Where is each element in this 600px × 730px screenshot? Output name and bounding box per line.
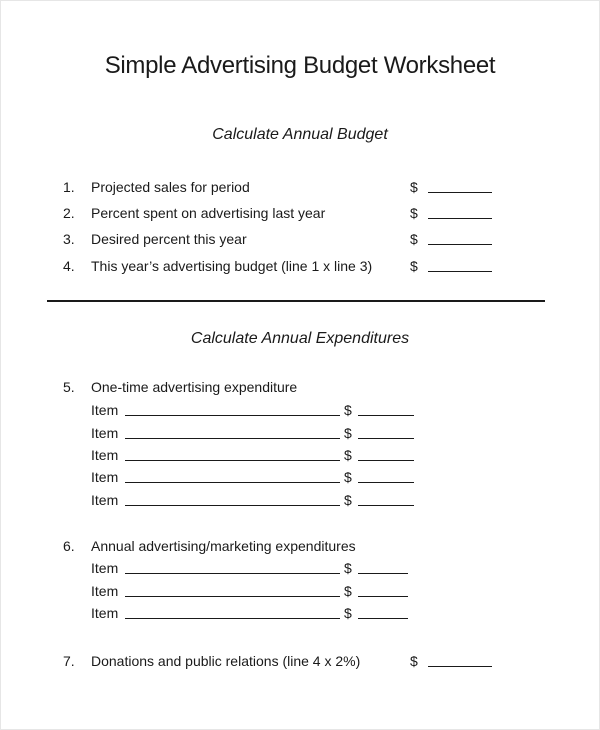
percent-last-year-blank[interactable] [428,203,492,219]
row-label: This year’s advertising budget (line 1 x line 3) [91,258,373,274]
currency-sign: $ [410,205,418,221]
row-label: Projected sales for period [91,179,250,195]
row-number: 7. [63,653,75,669]
currency-sign: $ [344,425,352,441]
section-divider [47,300,545,302]
row-label: Percent spent on advertising last year [91,205,326,221]
currency-sign: $ [344,402,352,418]
worksheet-title: Simple Advertising Budget Worksheet [104,52,496,79]
currency-sign: $ [410,653,418,669]
currency-sign: $ [344,583,352,599]
item-name-blank[interactable] [125,400,340,416]
item-label: Item [91,469,119,485]
item-label: Item [91,402,119,418]
currency-sign: $ [344,469,352,485]
row-label: Annual advertising/marketing expenditures [91,538,356,554]
currency-sign: $ [344,605,352,621]
currency-sign: $ [344,560,352,576]
advertising-budget-blank[interactable] [428,256,492,272]
item-amount-blank[interactable] [358,400,414,416]
currency-sign: $ [410,179,418,195]
currency-sign: $ [410,231,418,247]
row-label: Desired percent this year [91,231,247,247]
row-number: 1. [63,179,75,195]
row-label: One-time advertising expenditure [91,379,298,395]
annual-budget-heading: Calculate Annual Budget [212,126,388,143]
item-amount-blank[interactable] [358,467,414,483]
item-amount-blank[interactable] [358,423,414,439]
row-label: Donations and public relations (line 4 x 2%) [91,653,361,669]
item-amount-blank[interactable] [358,490,414,506]
annual-expenditures-heading: Calculate Annual Expenditures [190,330,410,347]
item-label: Item [91,492,119,508]
item-name-blank[interactable] [125,603,340,619]
row-number: 2. [63,205,75,221]
item-label: Item [91,605,119,621]
row-number: 3. [63,231,75,247]
item-name-blank[interactable] [125,490,340,506]
item-label: Item [91,447,119,463]
item-amount-blank[interactable] [358,603,408,619]
currency-sign: $ [344,447,352,463]
desired-percent-blank[interactable] [428,229,492,245]
item-name-blank[interactable] [125,467,340,483]
currency-sign: $ [344,492,352,508]
donations-blank[interactable] [428,651,492,667]
item-name-blank[interactable] [125,445,340,461]
item-label: Item [91,560,119,576]
currency-sign: $ [410,258,418,274]
item-name-blank[interactable] [125,581,340,597]
item-label: Item [91,425,119,441]
item-amount-blank[interactable] [358,558,408,574]
item-name-blank[interactable] [125,558,340,574]
item-label: Item [91,583,119,599]
item-amount-blank[interactable] [358,581,408,597]
row-number: 6. [63,538,75,554]
item-name-blank[interactable] [125,423,340,439]
projected-sales-blank[interactable] [428,177,492,193]
item-amount-blank[interactable] [358,445,414,461]
row-number: 4. [63,258,75,274]
row-number: 5. [63,379,75,395]
